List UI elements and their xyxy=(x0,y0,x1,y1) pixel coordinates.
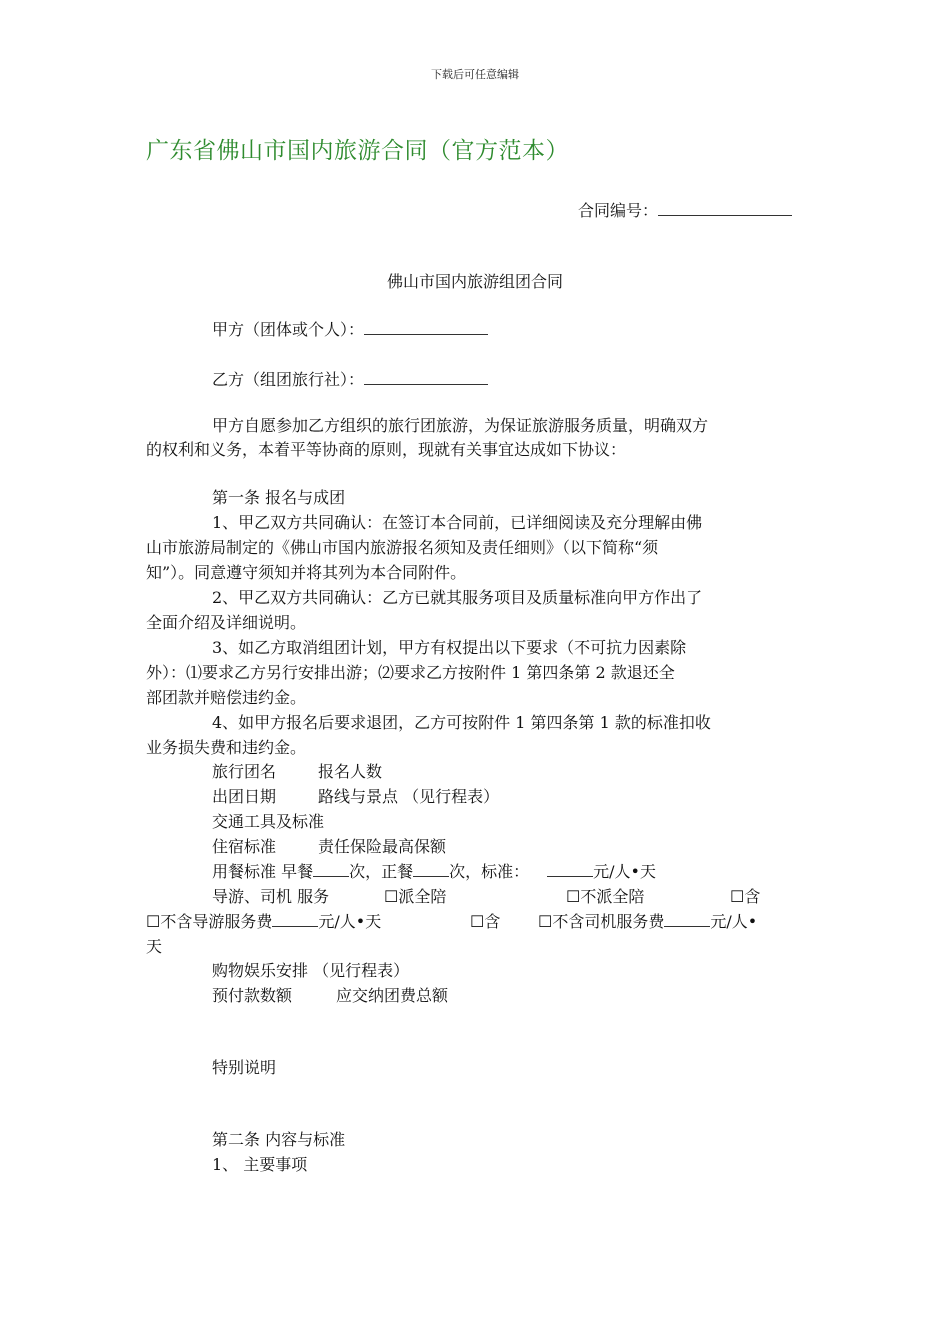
meal-price-blank[interactable] xyxy=(547,862,593,877)
guide-label: 导游、司机 服务 xyxy=(212,887,330,906)
driver-fee-row xyxy=(538,910,757,934)
insurance-label: 责任保险最高保额 xyxy=(318,837,447,856)
driver-fee-blank[interactable] xyxy=(664,912,710,927)
article-1-item: 2、甲乙双方共同确认：乙方已就其服务项目及质量标准向甲方作出了 xyxy=(212,588,703,607)
depart-date-label: 出团日期 xyxy=(212,787,277,806)
intro-line: 的权利和义务，本着平等协商的原则，现就有关事宜达成如下协议： xyxy=(146,440,627,459)
meal-unit: 元/人•天 xyxy=(593,862,656,881)
route-label: 路线与景点 （见行程表） xyxy=(318,787,500,806)
main-meal-count-blank[interactable] xyxy=(413,862,449,877)
lodging-label: 住宿标准 xyxy=(212,837,277,856)
contract-number xyxy=(578,198,792,221)
contract-number-label: 合同编号： xyxy=(578,201,659,220)
include-guide-fee-checkbox[interactable]: ☐含 xyxy=(730,887,761,906)
driver-fee-unit-day: 天 xyxy=(146,937,163,956)
driver-fee-unit: 元/人• xyxy=(710,912,758,931)
article-1-item: 4、如甲方报名后要求退团，乙方可按附件 1 第四条第 1 款的标准扣收 xyxy=(212,713,711,732)
exclude-driver-fee-checkbox[interactable]: ☐不含司机服务费 xyxy=(538,912,665,931)
headcount-label: 报名人数 xyxy=(318,762,383,781)
meal-standard-label: 次，标准： xyxy=(449,862,530,881)
article-1-item: 外）：⑴要求乙方另行安排出游；⑵要求乙方按附件 1 第四条第 2 款退还全 xyxy=(146,663,675,682)
article-1-item: 部团款并赔偿违约金。 xyxy=(146,688,307,707)
guide-fee-blank[interactable] xyxy=(272,912,318,927)
guide-fee-unit: 元/人•天 xyxy=(318,912,382,931)
article-1-item: 山市旅游局制定的《佛山市国内旅游报名须知及责任细则》（以下简称“须 xyxy=(146,538,659,557)
article-1-item: 3、如乙方取消组团计划，甲方有权提出以下要求（不可抗力因素除 xyxy=(212,638,687,657)
prepay-label: 预付款数额 xyxy=(212,986,293,1005)
party-b-label: 乙方（组团旅行社）： xyxy=(212,370,365,389)
meal-label: 用餐标准 早餐 xyxy=(212,862,314,881)
header-note: 下载后可任意编辑 xyxy=(431,68,519,81)
tour-name-label: 旅行团名 xyxy=(212,762,277,781)
total-fee-label: 应交纳团费总额 xyxy=(336,986,449,1005)
party-b-blank[interactable] xyxy=(364,370,488,385)
page-title: 广东省佛山市国内旅游合同（官方范本） xyxy=(146,138,569,164)
article-2-title: 第二条 内容与标准 xyxy=(212,1130,346,1149)
article-1-item: 全面介绍及详细说明。 xyxy=(146,613,307,632)
transport-label: 交通工具及标准 xyxy=(212,812,325,831)
contract-number-blank[interactable] xyxy=(658,201,792,216)
exclude-guide-fee-checkbox[interactable]: ☐不含导游服务费 xyxy=(146,912,273,931)
special-note-heading: 特别说明 xyxy=(212,1058,277,1077)
breakfast-count-blank[interactable] xyxy=(313,862,349,877)
article-1-item: 业务损失费和违约金。 xyxy=(146,738,307,757)
meal-count-label: 次，正餐 xyxy=(349,862,414,881)
party-b xyxy=(212,368,488,392)
party-a-label: 甲方（团体或个人）： xyxy=(212,320,365,339)
article-1-title: 第一条 报名与成团 xyxy=(212,488,346,507)
no-full-escort-checkbox[interactable]: ☐不派全陪 xyxy=(566,887,645,906)
meal-standard xyxy=(212,860,656,884)
article-2-item: 1、 主要事项 xyxy=(212,1155,308,1174)
guide-fee-row xyxy=(146,910,381,934)
shopping-label: 购物娱乐安排 （见行程表） xyxy=(212,961,410,980)
article-1-item: 1、甲乙双方共同确认：在签订本合同前，已详细阅读及充分理解由佛 xyxy=(212,513,703,532)
party-a-blank[interactable] xyxy=(364,320,488,335)
include-driver-fee-checkbox[interactable]: ☐含 xyxy=(470,912,501,931)
intro-line: 甲方自愿参加乙方组织的旅行团旅游，为保证旅游服务质量，明确双方 xyxy=(212,416,709,435)
full-escort-checkbox[interactable]: ☐派全陪 xyxy=(384,887,447,906)
contract-subtitle: 佛山市国内旅游组团合同 xyxy=(386,272,563,291)
article-1-item: 知”）。同意遵守须知并将其列为本合同附件。 xyxy=(146,563,467,582)
party-a xyxy=(212,318,488,342)
